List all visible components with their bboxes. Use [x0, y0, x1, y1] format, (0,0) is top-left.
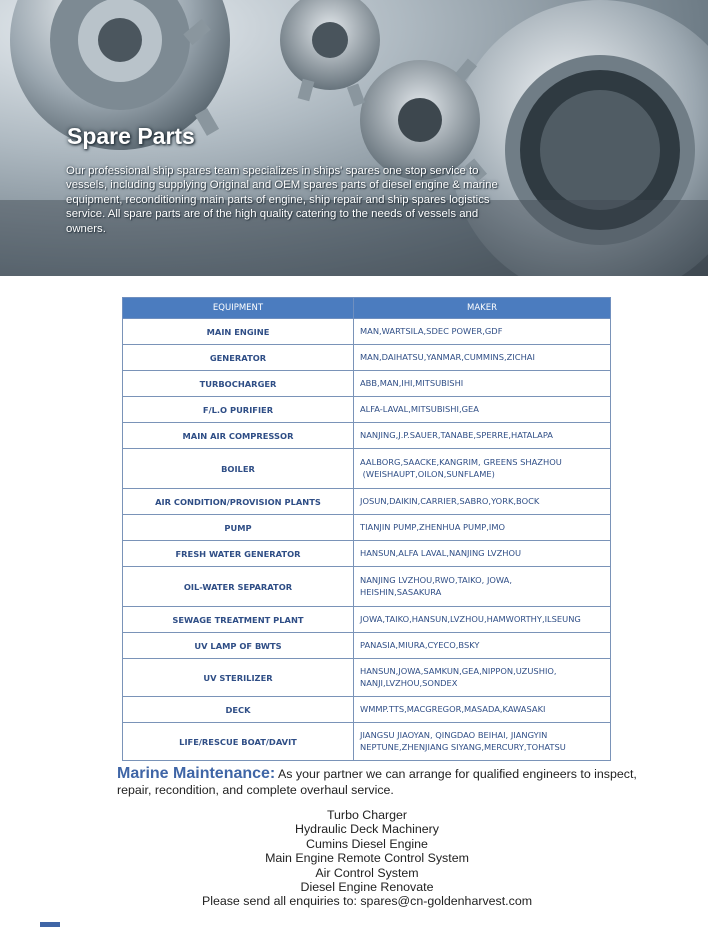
- table-row: [123, 567, 611, 607]
- table-row: [123, 319, 611, 345]
- maker-cell: MAN,DAIHATSU,YANMAR,CUMMINS,ZICHAI: [354, 345, 611, 371]
- maker-cell: ALFA-LAVAL,MITSUBISHI,GEA: [354, 397, 611, 423]
- table-row: [123, 489, 611, 515]
- table-row: [123, 397, 611, 423]
- maker-cell: WMMP.TTS,MACGREGOR,MASADA,KAWASAKI: [354, 697, 611, 723]
- intro-paragraph: Our professional ship spares team specializes in ships' spares one stop service to vessels, including supplying Original and OEM spares parts of diesel engine & marine equipment, reconditioning main parts of engine, ship repair and ship spares logistics service. All spare parts are of the high quality catering to the needs of vessels and owners.: [66, 165, 498, 235]
- equipment-maker-table: [122, 297, 611, 761]
- maintenance-section: [117, 766, 657, 798]
- maintenance-heading: Marine Maintenance:: [117, 765, 276, 782]
- maker-cell: PANASIA,MIURA,CYECO,BSKY: [354, 633, 611, 659]
- service-item: Hydraulic Deck Machinery: [295, 822, 439, 837]
- equipment-cell: AIR CONDITION/PROVISION PLANTS: [123, 489, 354, 515]
- maintenance-description: As your partner we can arrange for qualified engineers to inspect, repair, recondition, and complete overhaul service.: [117, 767, 637, 797]
- column-header-maker: MAKER: [354, 298, 611, 319]
- equipment-cell: LIFE/RESCUE BOAT/DAVIT: [123, 723, 354, 761]
- service-item: Turbo Charger: [326, 808, 408, 822]
- maker-line: NEPTUNE,ZHENJIANG SIYANG,MERCURY,TOHATSU: [360, 741, 566, 752]
- equipment-cell: F/L.O PURIFIER: [123, 397, 354, 423]
- equipment-cell: OIL-WATER SEPARATOR: [123, 567, 354, 607]
- table-row: [123, 541, 611, 567]
- equipment-cell: PUMP: [123, 515, 354, 541]
- maker-cell: [354, 723, 611, 761]
- enquiry-contact[interactable]: Please send all enquiries to: spares@cn-goldenharvest.com: [201, 894, 533, 909]
- table-row: [123, 633, 611, 659]
- maker-cell: JOWA,TAIKO,HANSUN,LVZHOU,HAMWORTHY,ILSEUNG: [354, 607, 611, 633]
- service-item: Air Control System: [315, 865, 419, 880]
- service-item: Diesel Engine Renovate: [300, 880, 434, 895]
- table-row: [123, 515, 611, 541]
- table-row: [123, 449, 611, 489]
- page-title: Spare Parts: [67, 123, 195, 149]
- page-corner-mark: [40, 922, 60, 927]
- equipment-cell: FRESH WATER GENERATOR: [123, 541, 354, 567]
- maker-cell: JOSUN,DAIKIN,CARRIER,SABRO,YORK,BOCK: [354, 489, 611, 515]
- column-header-equipment: EQUIPMENT: [123, 298, 354, 319]
- table-header-row: [123, 298, 611, 319]
- maker-cell: [354, 659, 611, 697]
- maker-cell: NANJING,J.P.SAUER,TANABE,SPERRE,HATALAPA: [354, 423, 611, 449]
- maker-cell: HANSUN,ALFA LAVAL,NANJING LVZHOU: [354, 541, 611, 567]
- gear-top: [280, 0, 380, 90]
- hero-banner: [0, 0, 708, 276]
- services-list: [0, 808, 708, 909]
- maker-line: AALBORG,SAACKE,KANGRIM, GREENS SHAZHOU: [360, 457, 562, 467]
- equipment-cell: MAIN AIR COMPRESSOR: [123, 423, 354, 449]
- maker-line: NANJI,LVZHOU,SONDEX: [360, 677, 458, 688]
- maker-cell: ABB,MAN,IHI,MITSUBISHI: [354, 371, 611, 397]
- maker-line: (WEISHAUPT,OILON,SUNFLAME): [360, 468, 495, 479]
- maker-line: NANJING LVZHOU,RWO,TAIKO, JOWA,: [360, 575, 512, 585]
- table-row: [123, 423, 611, 449]
- maker-line: HEISHIN,SASAKURA: [360, 586, 442, 597]
- maker-line: JIANGSU JIAOYAN, QINGDAO BEIHAI, JIANGYIN: [360, 730, 548, 740]
- equipment-cell: UV LAMP OF BWTS: [123, 633, 354, 659]
- equipment-cell: BOILER: [123, 449, 354, 489]
- maker-cell: TIANJIN PUMP,ZHENHUA PUMP,IMO: [354, 515, 611, 541]
- maker-cell: MAN,WARTSILA,SDEC POWER,GDF: [354, 319, 611, 345]
- table-row: [123, 659, 611, 697]
- equipment-cell: MAIN ENGINE: [123, 319, 354, 345]
- table-row: [123, 723, 611, 761]
- table-row: [123, 371, 611, 397]
- equipment-cell: TURBOCHARGER: [123, 371, 354, 397]
- maker-cell: [354, 449, 611, 489]
- table-row: [123, 607, 611, 633]
- table-row: [123, 345, 611, 371]
- maker-cell: [354, 567, 611, 607]
- table-row: [123, 697, 611, 723]
- equipment-cell: UV STERILIZER: [123, 659, 354, 697]
- service-item: Cumins Diesel Engine: [306, 836, 428, 851]
- service-item: Main Engine Remote Control System: [265, 851, 469, 866]
- equipment-cell: SEWAGE TREATMENT PLANT: [123, 607, 354, 633]
- maker-line: HANSUN,JOWA,SAMKUN,GEA,NIPPON,UZUSHIO,: [360, 666, 557, 676]
- equipment-cell: DECK: [123, 697, 354, 723]
- equipment-cell: GENERATOR: [123, 345, 354, 371]
